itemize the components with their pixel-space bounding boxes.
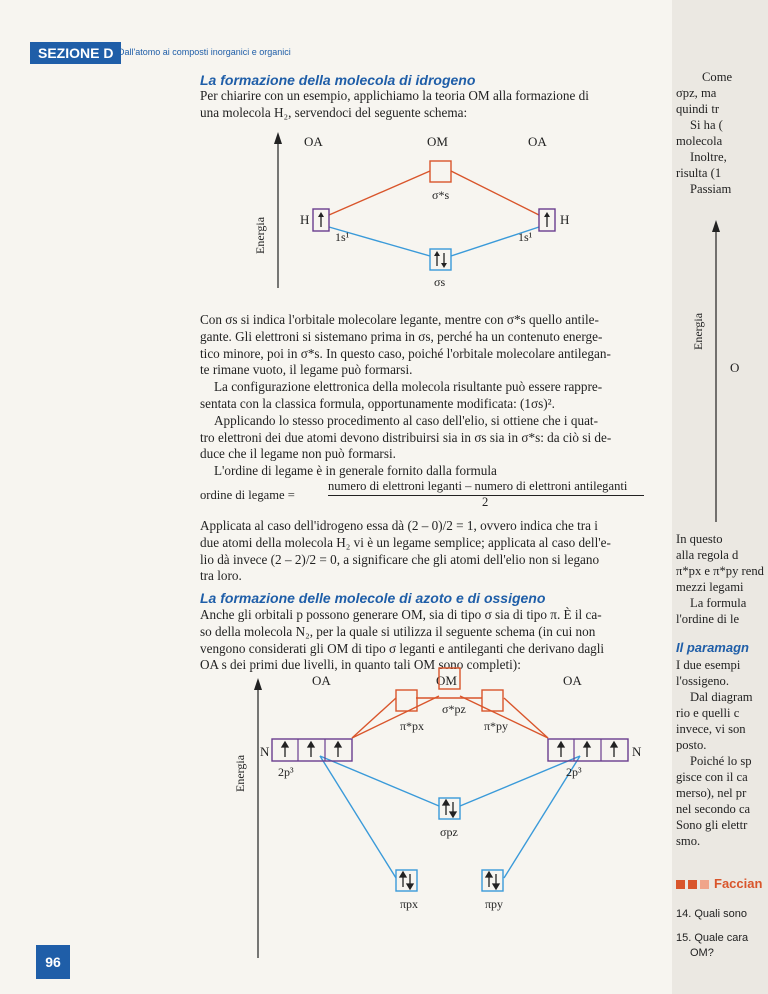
h2-1s-right-label: 1s¹ [518,230,533,244]
section-subtitle: Dall'atomo ai composti inorganici e organici [118,47,291,57]
h2-mo-diagram [240,128,620,298]
paragraph-sigma: Con σs si indica l'orbitale molecolare legante, mentre con σ*s quello antile- gante. Gli elettroni si sistemano prima in σs, perché ha un contenuto energe- tico minore, poi in σ*s. In questo caso, poiché l'orbitale molecolare antilegan- te rimane vuoto, il legame può formarsi. La configurazione elettronica della molecola risultante può essere rappre- sentata con la classica formula, opportunamente modificata: (1σs)². Applicando lo stesso procedimento al caso dell'elio, si ottiene che i quat- tro elettroni dei due atomi devono distribuirsi sia in σs sia in σ*s: da ciò si de- duce che il legame non può formarsi. L'ordine di legame è in generale fornito dalla formula [200,312,612,479]
h2-sigma-bonding-box [430,249,451,270]
heading-nitrogen-oxygen: La formazione delle molecole di azoto e di ossigeno [200,590,546,606]
right-page-edge: Come σpz, ma quindi tr Si ha ( molecola Inoltre, risulta (1 Passiam Energia O In questo alla regola d π*px e π*py rend mezzi legami La formula l'ordine di le Il paramagn I due esempi l'ossigeno. Dal diagram rio e quelli c invece, vi son posto. Poiché lo sp gisce con il ca merso), nel pr nel secondo ca Sono gli elettr smo. Faccian 14. Quali sono 15. Quale cara OM? [672,0,768,994]
h2-energy-label: Energia [253,216,267,254]
right-energy-label: Energia [691,312,705,350]
h2-atom-left: H [300,212,310,227]
n2-2p-right-box [548,739,628,761]
n2-pi-px-label: πpx [400,897,419,911]
right-o-label: O [730,360,740,375]
paragraph-p-orbitals: Anche gli orbitali p possono generare OM, sia di tipo σ sia di tipo π. È il ca- so della molecola N₂, per la quale si utilizza il seguente schema (in cui non vengono considerati gli OM di tipo σ leganti e antileganti che derivano dagli OA s dei primi due livelli, in quanto tali OM sono completi): [200,607,605,673]
right-diagram-fragment [672,210,768,530]
intro-paragraph: Per chiarire con un esempio, applichiamo la teoria OM alla formazione di una molecola H₂, servendoci del seguente schema: [200,88,589,120]
page-number: 96 [36,945,70,979]
h2-sigma-bonding-label: σs [434,275,446,289]
h2-sigma-antibonding-box [430,161,451,182]
n2-om: OM [436,673,457,688]
n2-sigma-pz-anti-label: σ*pz [442,702,466,716]
n2-pi-px-box [396,870,417,891]
n2-atom-right: N [632,744,642,759]
h2-sigma-antibonding-label: σ*s [432,188,450,202]
n2-pi-py-label: πpy [485,897,504,911]
h2-oa-left: OA [304,134,323,149]
n2-oa-right: OA [563,673,582,688]
n2-pi-px-anti-label: π*px [400,719,425,733]
n2-pi-py-box [482,870,503,891]
n2-2p-left-label: 2p³ [278,765,294,779]
n2-oa-left: OA [312,673,331,688]
question-15: 15. Quale cara [676,932,749,944]
n2-2p-right-label: 2p³ [566,765,582,779]
n2-sigma-pz-box [439,798,460,819]
n2-atom-left: N [260,744,270,759]
heading-hydrogen: La formazione della molecola di idrogeno [200,72,476,88]
right-heading: Il paramagn [676,640,749,655]
question-14: 14. Quali sono [676,908,747,920]
h2-oa-right: OA [528,134,547,149]
n2-pi-py-anti-label: π*py [484,719,509,733]
n2-sigma-pz-label: σpz [440,825,458,839]
n2-2p-left-box [272,739,352,761]
h2-om: OM [427,134,448,149]
h2-1s-left-label: 1s¹ [335,230,350,244]
h2-atom-right: H [560,212,570,227]
n2-energy-label: Energia [233,754,247,792]
section-badge: SEZIONE D [30,42,121,64]
paragraph-bond-order: Applicata al caso dell'idrogeno essa dà (2 – 0)/2 = 1, ovvero indica che tra i due atomi della molecola H₂ vi è un legame semplice; applicata al caso dell'e- lio dà invece (2 – 2)/2 = 0, a significare che gli atomi dell'elio non si legano tra loro. [200,518,611,584]
bond-order-formula: ordine di legame = numero di elettroni leganti – numero di elettroni antileganti 2 [200,479,645,509]
n2-mo-diagram [220,668,640,980]
exercise-title: Faccian [714,876,763,891]
